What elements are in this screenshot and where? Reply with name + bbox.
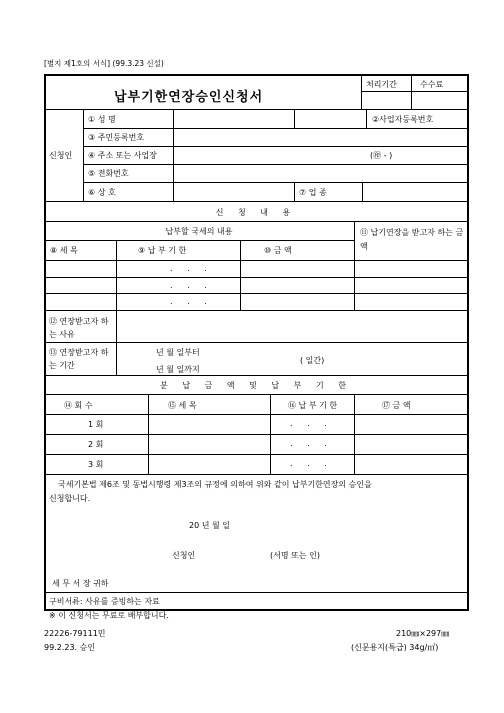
inst-row-label-2: 2 회 [88,440,104,449]
business-type-divider-right [362,182,363,201]
application-contents-heading: 신 청 내 용 [215,208,297,217]
installment-title: 분 납 금 액 및 납 부 기 한 [160,381,352,390]
period-from[interactable]: 년 월 일부터 [156,348,200,357]
fee-label: 수수료 [420,80,444,89]
inst-row-label-3: 3 회 [88,460,104,469]
inst-row-line-2 [44,454,468,455]
declaration-line-2: 신청합니다. [49,494,91,503]
declaration-line-1: 국세기본법 제6조 및 동법시행령 제3조의 규정에 의하여 위와 같이 납부기한연장의 승인을 [58,480,372,489]
applicant-divider [83,109,84,201]
inst-col-amount: ⑰ 금 액 [382,401,411,410]
company-label: ⑥ 상 호 [88,188,116,197]
inst-row-line-3 [44,474,468,475]
inst-row-line-1 [44,434,468,435]
inst-due-date-1[interactable]: . . . [290,419,333,428]
form-title: 납부기한연장승인신청서 [114,90,264,105]
inst-due-date-3[interactable]: . . . [290,459,333,468]
inst-col-tax-item: ⑮ 세 목 [168,401,197,410]
applicant-line-2 [83,146,467,147]
extension-amount-divider [354,221,355,310]
business-type-divider-left [294,182,295,201]
applicant-line-4 [83,182,467,183]
process-fee-line [361,91,467,92]
applicant-label: 신청인 [49,151,73,160]
address-label: ④ 주소 또는 사업장 [88,151,157,160]
tax-row-line-1 [44,260,468,261]
footer-size: 210㎜×297㎜ [396,629,450,638]
extension-amount-header: ⑪ 납기연장을 받고자 하는 금액 [360,228,464,251]
free-distribution-note: ※ 이 신청서는 무료로 배부합니다. [49,611,169,620]
footer-form-no: 22226-79111민 [44,629,106,638]
recipient: 세 무 서 장 귀하 [52,579,109,588]
applicant-line-1 [83,128,467,129]
reason-label: ⑫ 연장받고자 하는 사유 [49,317,109,339]
inst-col-due-date: ⑯ 납 부 기 한 [288,401,338,410]
period-to[interactable]: 년 월 일까지 [156,365,200,374]
date-line[interactable]: 20 년 월 일 [189,521,230,530]
form-header-note: [별지 제1호의 서식] (99.3.23 신설) [44,59,164,68]
period-label: ⑬ 연장받고자 하는 기간 [49,348,109,370]
footer-paper: (신문용지(특급) 34g/㎡) [351,643,439,652]
col-tax-item: ⑧ 세 목 [50,246,78,255]
due-date-row-1[interactable]: . . . [170,264,213,273]
col-due-date: ⑨ 납 부 기 한 [138,246,187,255]
tax-row-line-4 [44,310,468,311]
reason-bottom-line [44,342,468,343]
process-period-label: 처리기간 [366,80,397,89]
inst-due-date-2[interactable]: . . . [290,439,333,448]
applicant-bottom-line [44,201,468,202]
due-date-row-3[interactable]: . . . [170,297,213,306]
attachment-note: 구비서류: 사유를 증빙하는 자료 [49,597,160,606]
installment-title-line [44,394,468,395]
attachment-line [44,592,468,593]
business-type-label: ⑦ 업 종 [299,188,327,197]
due-date-row-2[interactable]: . . . [170,281,213,290]
col-amount: ⑩ 금 액 [264,246,292,255]
form-top-border [44,74,468,76]
inst-row-label-1: 1 회 [88,420,104,429]
tax-col-divider-2 [240,240,241,310]
business-no-label: ②사업자등록번호 [372,115,434,124]
tax-row-line-3 [44,293,468,294]
tax-col-divider-1 [116,240,117,310]
phone-label: ⑤ 전화번호 [88,169,129,178]
tax-content-header-line [44,240,354,241]
signature-note[interactable]: (서명 또는 인) [270,551,320,560]
business-no-divider-left [294,109,295,128]
tax-content-header: 납부할 국세의 내용 [165,227,233,236]
contents-heading-line [44,221,468,222]
period-bottom-line [44,375,468,376]
period-divider [116,342,117,375]
applicant-line-3 [83,164,467,165]
title-bottom-line [44,109,468,110]
period-days[interactable]: ( 일간) [300,356,325,365]
postal-code-field[interactable]: (㊞ - ) [370,151,393,160]
footer-approval: 99.2.23. 승인 [44,643,96,652]
name-label: ① 성 명 [88,115,116,124]
tax-row-line-2 [44,277,468,278]
resident-no-label: ③ 주민등록번호 [88,133,145,142]
inst-col-times: ⑭ 회 수 [64,401,93,410]
inst-header-line [44,414,468,415]
applicant-label-col [173,109,174,201]
reason-divider [116,310,117,342]
business-no-divider-right [366,109,367,128]
signer-label: 신청인 [172,551,196,560]
